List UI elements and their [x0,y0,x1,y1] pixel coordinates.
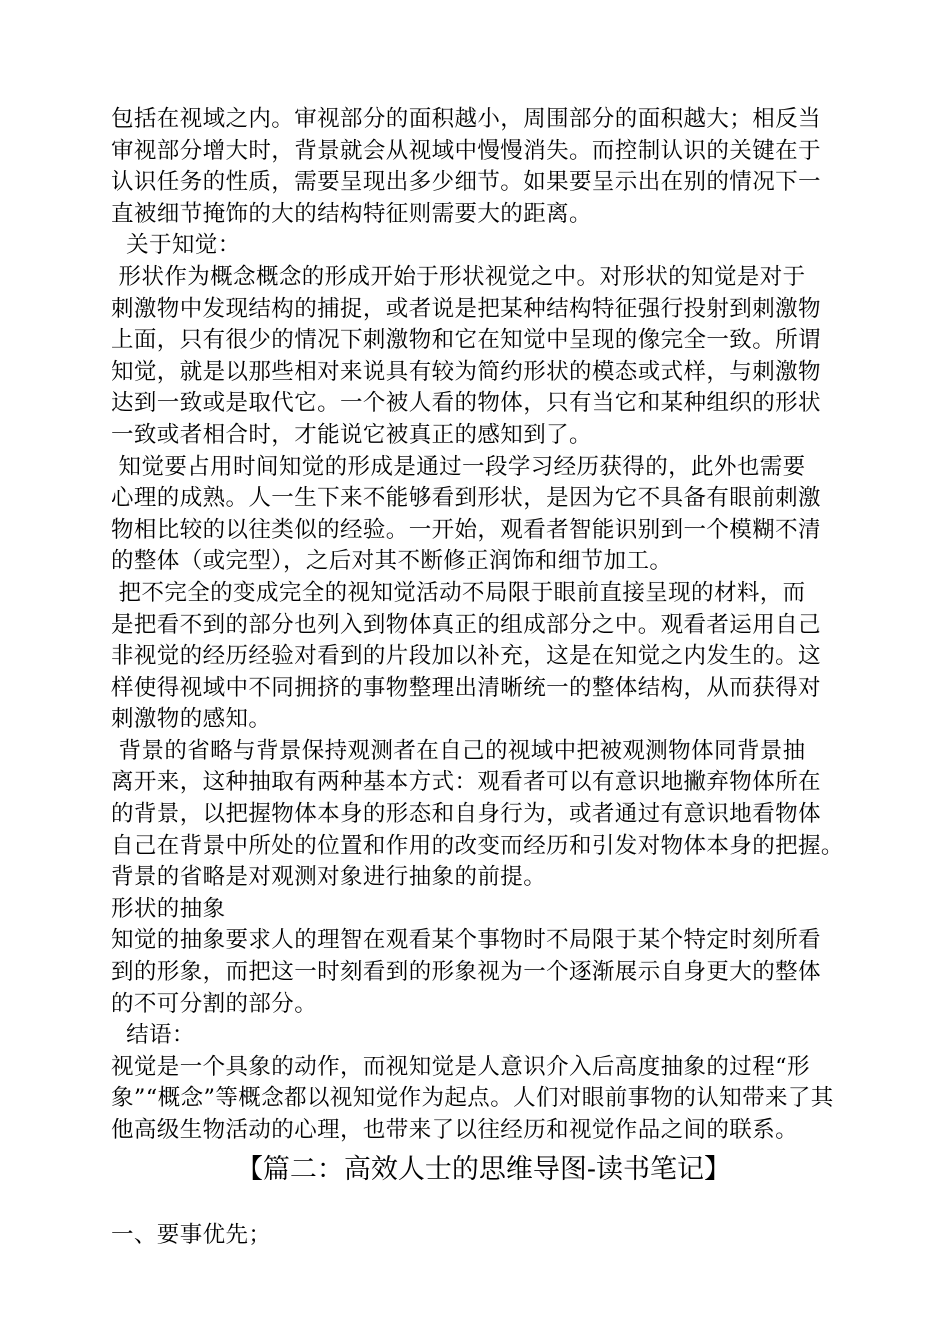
text-line: 包括在视域之内。审视部分的面积越小，周围部分的面积越大；相反当 [111,106,821,132]
text-line: 一致或者相合时，才能说它被真正的感知到了。 [111,421,592,448]
list-item-1: 一、要事优先； [111,1221,272,1248]
text-line: 非视觉的经历经验对看到的片段加以补充，这是在知觉之内发生的。这 [111,643,821,670]
text-line: 刺激物的感知。 [111,706,272,733]
text-line: 形状作为概念概念的形成开始于形状视觉之中。对形状的知觉是对于 [111,263,806,290]
text-line: 审视部分增大时，背景就会从视域中慢慢消失。而控制认识的关键在于 [111,137,821,164]
text-line: 自己在背景中所处的位置和作用的改变而经历和引发对物体本身的把握。 [111,832,844,859]
subheading-conclusion: 结语： [111,1022,195,1049]
subheading-perception: 关于知觉： [111,232,241,259]
document-page [111,104,856,1251]
text-line: 象”“概念”等概念都以视知觉作为起点。人们对眼前事物的认知带来了其 [111,1085,834,1112]
text-line: 心理的成熟。人一生下来不能够看到形状，是因为它不具备有眼前刺激 [111,485,821,512]
text-line: 知觉的抽象要求人的理智在观看某个事物时不局限于某个特定时刻所看 [111,927,821,954]
spacer [111,1189,856,1220]
text-line: 上面，只有很少的情况下刺激物和它在知觉中呈现的像完全一致。所谓 [111,327,821,354]
section-heading: 【篇二：高效人士的思维导图-读书笔记】 [235,1153,732,1185]
text-line: 背景的省略与背景保持观测者在自己的视域中把被观测物体同背景抽 [111,737,806,764]
text-line: 知觉要占用时间知觉的形成是通过一段学习经历获得的，此外也需要 [111,453,806,480]
text-line: 直被细节掩饰的大的结构特征则需要大的距离。 [111,200,592,227]
text-line: 离开来，这种抽取有两种基本方式：观看者可以有意识地撇弃物体所在 [111,769,821,796]
text-line: 的整体（或完型），之后对其不断修正润饰和细节加工。 [111,548,673,575]
text-line: 是把看不到的部分也列入到物体真正的组成部分之中。观看者运用自己 [111,611,821,638]
text-line: 认识任务的性质，需要呈现出多少细节。如果要呈示出在别的情况下一 [111,169,821,196]
text-line: 视觉是一个具象的动作，而视知觉是人意识介入后高度抽象的过程“形 [111,1053,810,1080]
text-line: 刺激物中发现结构的捕捉，或者说是把某种结构特征强行投射到刺激物 [111,295,821,322]
text-line: 背景的省略是对观测对象进行抽象的前提。 [111,864,547,891]
text-line: 知觉，就是以那些相对来说具有较为简约形状的模态或式样，与刺激物 [111,358,821,385]
subheading-shape-abstraction: 形状的抽象 [111,895,226,922]
text-line: 把不完全的变成完全的视知觉活动不局限于眼前直接呈现的材料，而 [111,579,806,606]
text-line: 样使得视域中不同拥挤的事物整理出清晰统一的整体结构，从而获得对 [111,674,821,701]
text-line: 物相比较的以往类似的经验。一开始，观看者智能识别到一个模糊不清 [111,516,821,543]
text-line: 的不可分割的部分。 [111,990,318,1017]
text-line: 到的形象，而把这一时刻看到的形象视为一个逐渐展示自身更大的整体 [111,959,821,986]
text-line: 的背景，以把握物体本身的形态和自身行为，或者通过有意识地看物体 [111,801,821,828]
text-line: 他高级生物活动的心理，也带来了以往经历和视觉作品之间的联系。 [111,1117,799,1143]
text-line: 达到一致或是取代它。一个被人看的物体，只有当它和某种组织的形状 [111,390,821,417]
